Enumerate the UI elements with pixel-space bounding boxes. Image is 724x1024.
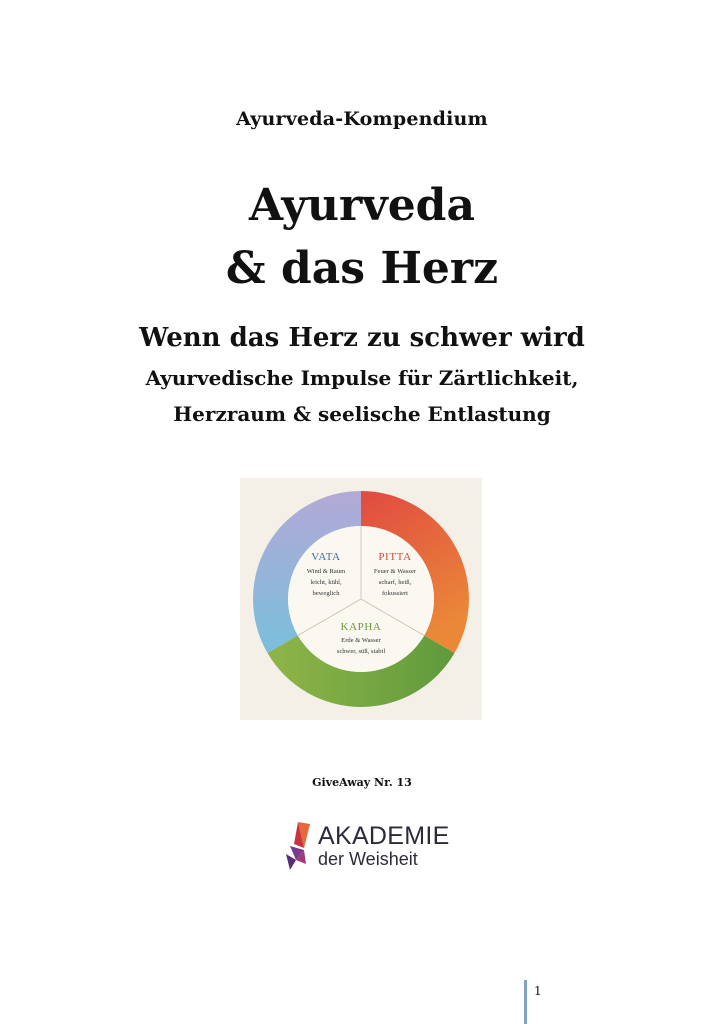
butterfly-logo-icon — [284, 820, 320, 872]
giveaway-number: GiveAway Nr. 13 — [312, 776, 412, 789]
subtitle-line-3: Herzraum & seelische Entlastung — [173, 402, 551, 426]
kapha-element: Erde & Wasser — [341, 637, 381, 644]
kapha-label: KAPHA — [340, 621, 382, 633]
pitta-qualities-2: fokussiert — [381, 590, 409, 597]
page-number: 1 — [534, 984, 542, 998]
vata-element: Wind & Raum — [306, 568, 346, 575]
pitta-qualities: scharf, heiß, — [378, 579, 412, 586]
logo-tagline: der Weisheit — [318, 849, 418, 869]
vata-label: VATA — [311, 551, 341, 563]
page-number-rule — [524, 980, 527, 1024]
main-title-line-1: Ayurveda — [249, 180, 475, 231]
akademie-logo — [284, 818, 450, 874]
vata-qualities-2: beweglich — [312, 590, 340, 597]
vata-qualities: leicht, kühl, — [310, 579, 342, 586]
pitta-label: PITTA — [378, 551, 412, 563]
pitta-element: Feuer & Wasser — [373, 568, 417, 575]
subtitle: Wenn das Herz zu schwer wird — [139, 323, 585, 353]
dosha-wheel-image — [240, 478, 482, 720]
subtitle-line-2: Ayurvedische Impulse für Zärtlichkeit, — [145, 366, 579, 390]
logo-wordmark: AKADEMIE — [318, 822, 450, 850]
kapha-qualities: schwer, süß, stabil — [336, 648, 386, 655]
main-title-line-2: & das Herz — [225, 243, 499, 294]
series-title: Ayurveda-Kompendium — [236, 108, 488, 130]
